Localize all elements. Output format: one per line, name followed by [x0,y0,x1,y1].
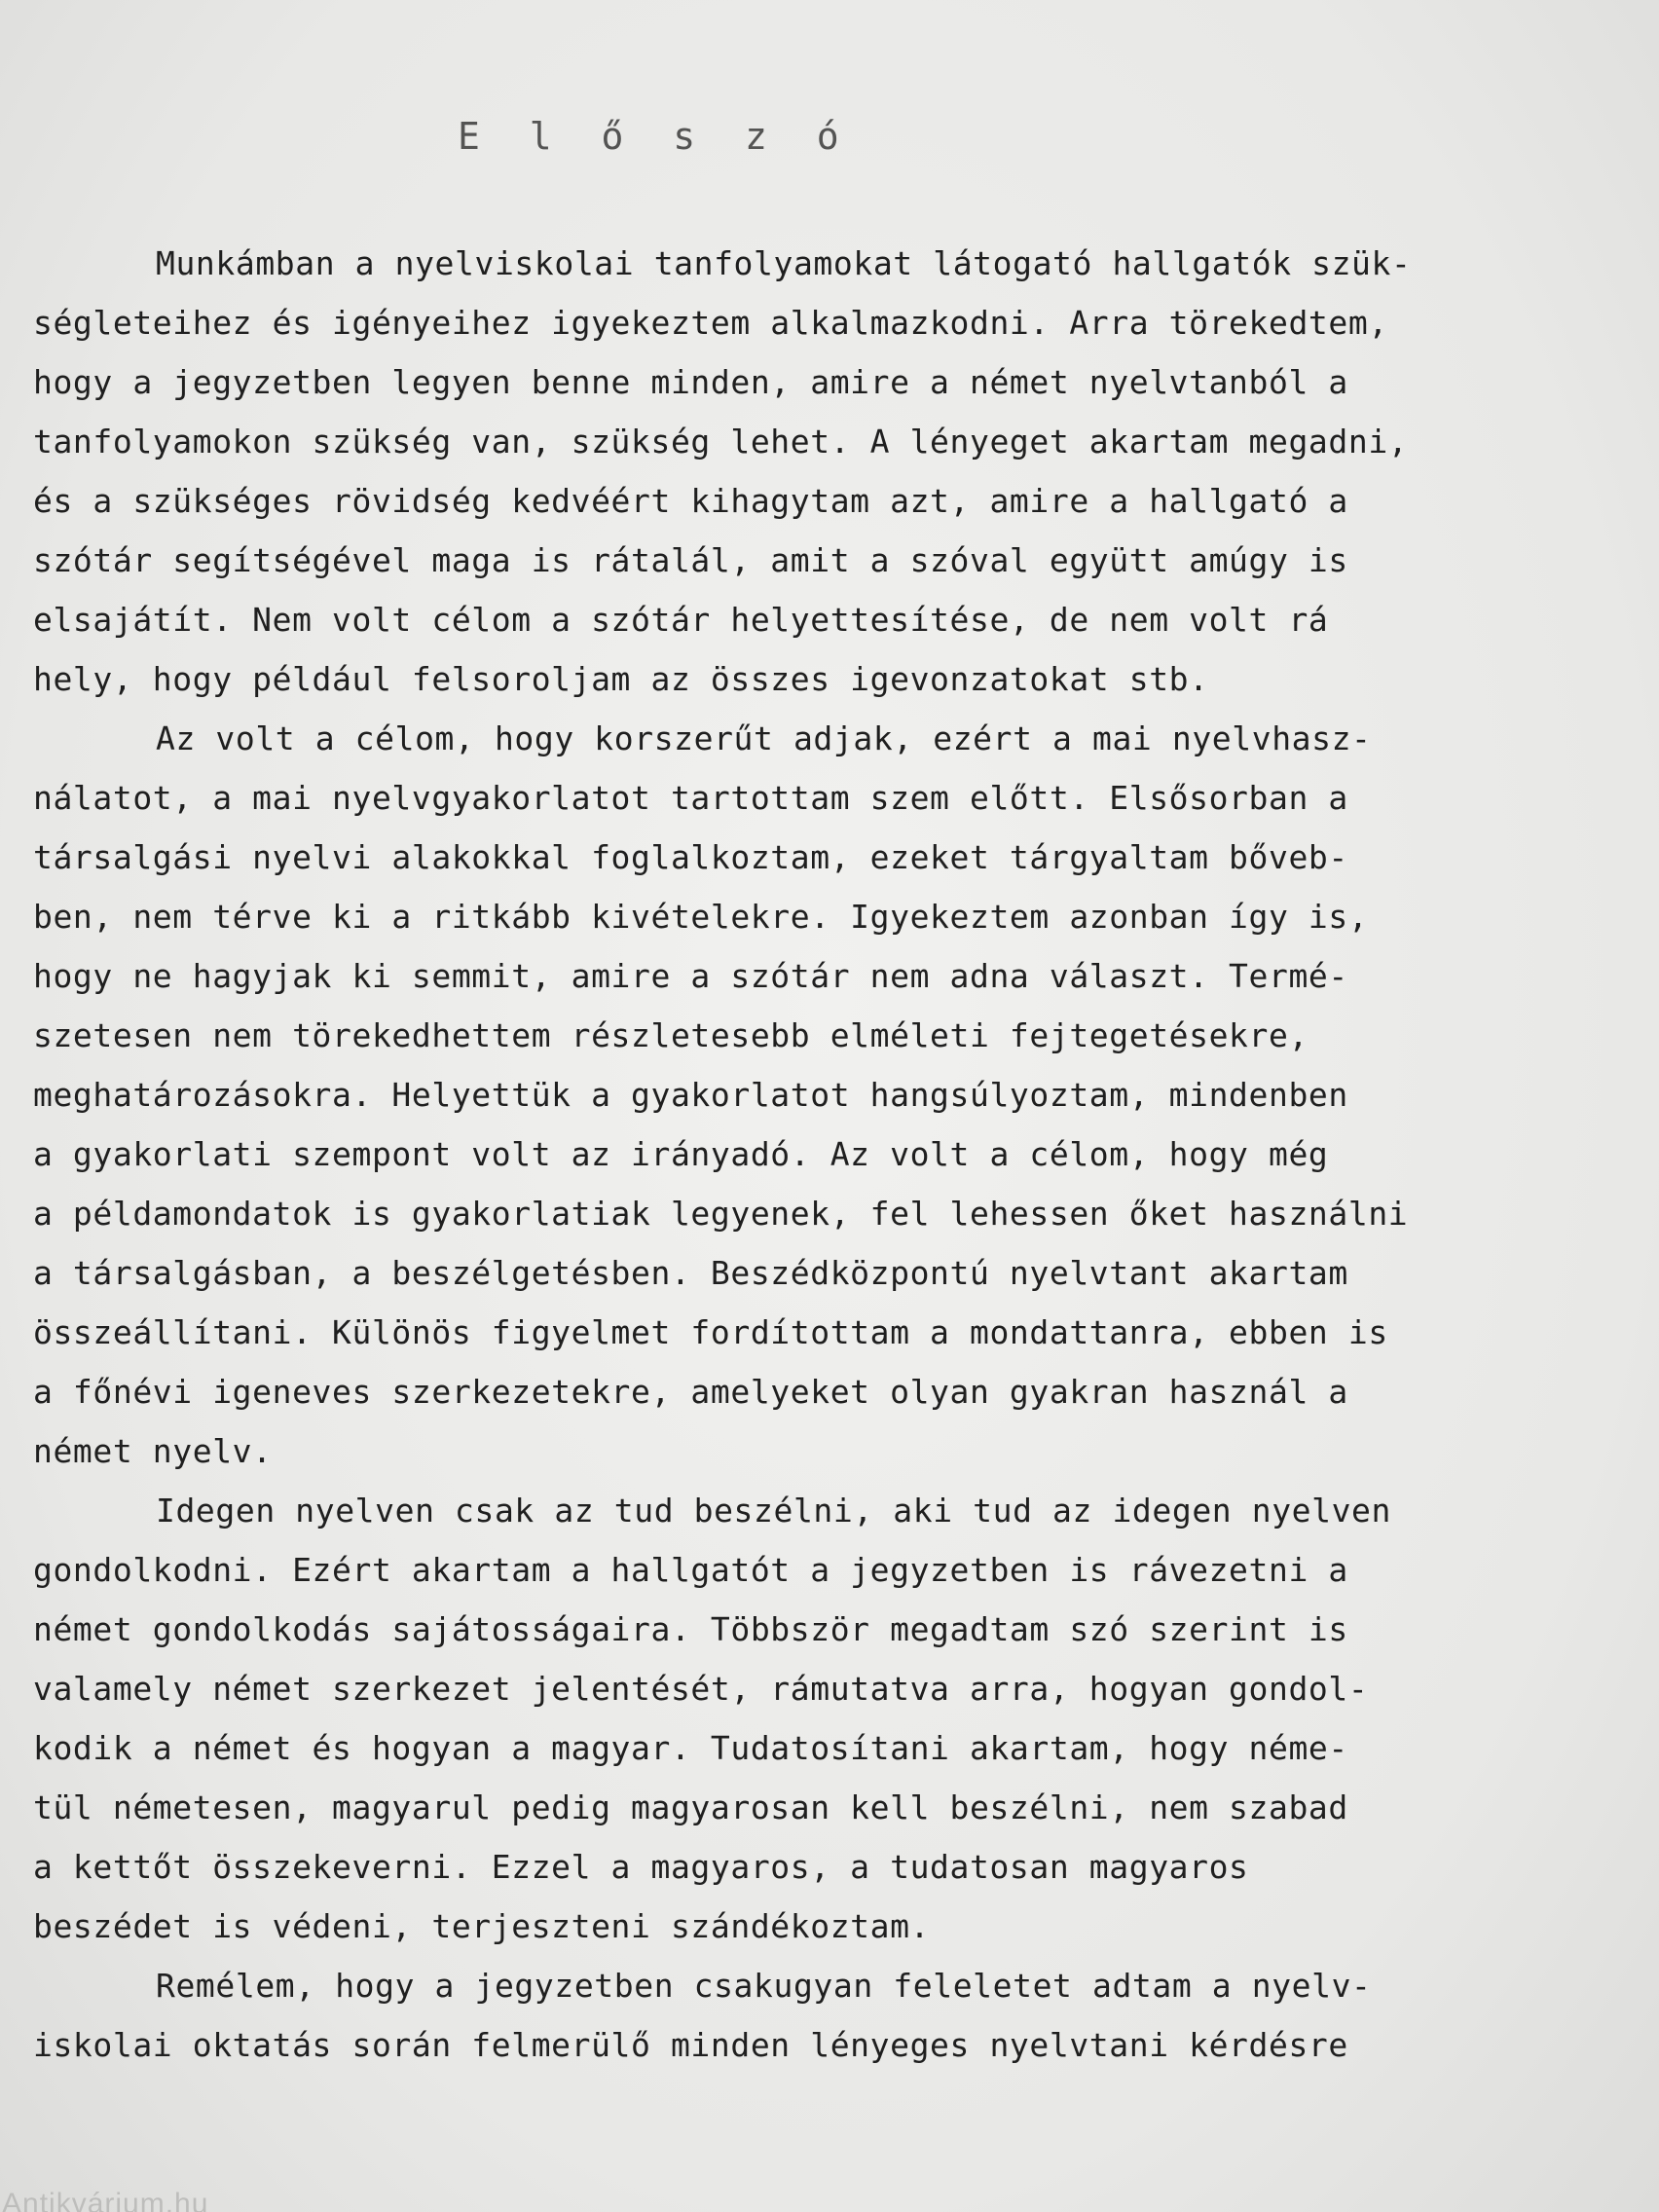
text-line: a kettőt összekeverni. Ezzel a magyaros, a tudatosan magyaros [33,1848,1249,1886]
text-line: a példamondatok is gyakorlatiak legyenek, fel lehessen őket használni [33,1195,1409,1233]
page-title: E l ő s z ó [458,115,853,158]
text-line: társalgási nyelvi alakokkal foglalkoztam, ezeket tárgyaltam bőveb- [33,838,1348,876]
text-line: tanfolyamokon szükség van, szükség lehet. A lényeget akartam megadni, [33,423,1409,461]
text-line: valamely német szerkezet jelentését, rámutatva arra, hogyan gondol- [33,1670,1369,1708]
text-line: német nyelv. [33,1432,273,1470]
text-line: hely, hogy például felsoroljam az összes igevonzatokat stb. [33,660,1209,698]
text-line: iskolai oktatás során felmerülő minden lényeges nyelvtani kérdésre [33,2026,1348,2064]
text-line: gondolkodni. Ezért akartam a hallgatót a jegyzetben is rávezetni a [33,1551,1348,1589]
text-line: Idegen nyelven csak az tud beszélni, aki tud az idegen nyelven [156,1492,1391,1530]
text-line: összeállítani. Különös figyelmet fordítottam a mondattanra, ebben is [33,1313,1388,1351]
text-line: meghatározásokra. Helyettük a gyakorlatot hangsúlyoztam, mindenben [33,1076,1348,1114]
body-text [33,234,1630,2075]
text-line: német gondolkodás sajátosságaira. Többször megadtam szó szerint is [33,1610,1348,1648]
text-line: Munkámban a nyelviskolai tanfolyamokat látogató hallgatók szük- [156,244,1412,282]
text-line: szetesen nem törekedhettem részletesebb elméleti fejtegetésekre, [33,1016,1309,1054]
text-line: ségleteihez és igényeihez igyekeztem alkalmazkodni. Arra törekedtem, [33,304,1388,342]
text-line: hogy ne hagyjak ki semmit, amire a szótár nem adna választ. Termé- [33,957,1348,995]
watermark-text: Antikvárium.hu [2,2188,209,2212]
text-line: a főnévi igeneves szerkezetekre, amelyeket olyan gyakran használ a [33,1373,1348,1411]
text-line: szótár segítségével maga is rátalál, amit a szóval együtt amúgy is [33,541,1348,579]
text-line: Remélem, hogy a jegyzetben csakugyan feleletet adtam a nyelv- [156,1967,1372,2005]
text-line: hogy a jegyzetben legyen benne minden, amire a német nyelvtanból a [33,363,1348,401]
text-line: a társalgásban, a beszélgetésben. Beszédközpontú nyelvtant akartam [33,1254,1348,1292]
text-line: a gyakorlati szempont volt az irányadó. Az volt a célom, hogy még [33,1135,1329,1173]
text-line: és a szükséges rövidség kedvéért kihagytam azt, amire a hallgató a [33,482,1348,520]
text-line: tül németesen, magyarul pedig magyarosan kell beszélni, nem szabad [33,1788,1348,1826]
text-line: ben, nem térve ki a ritkább kivételekre. Igyekeztem azonban így is, [33,898,1369,936]
text-line: beszédet is védeni, terjeszteni szándékoztam. [33,1907,931,1945]
text-line: nálatot, a mai nyelvgyakorlatot tartottam szem előtt. Elsősorban a [33,779,1348,817]
text-line: elsajátít. Nem volt célom a szótár helyettesítése, de nem volt rá [33,601,1329,639]
text-line: Az volt a célom, hogy korszerűt adjak, ezért a mai nyelvhasz- [156,719,1372,757]
text-line: kodik a német és hogyan a magyar. Tudatosítani akartam, hogy néme- [33,1729,1348,1767]
